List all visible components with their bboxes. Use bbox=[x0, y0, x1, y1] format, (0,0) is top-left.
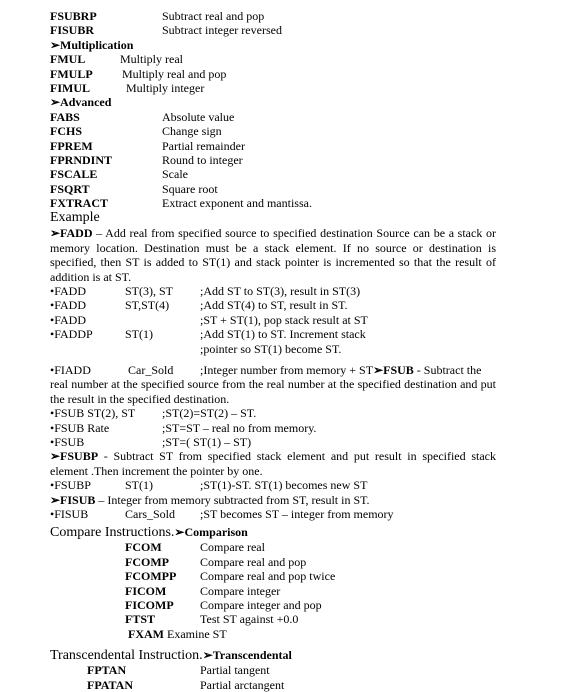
instr-mnemonic: FPATAN bbox=[87, 677, 133, 692]
instr-desc: Compare real and pop twice bbox=[200, 569, 336, 584]
code-op: •FSUB ST(2), ST bbox=[50, 406, 136, 421]
instr-desc: Examine ST bbox=[164, 626, 227, 641]
document-page bbox=[50, 9, 510, 692]
code-op: •FSUB Rate bbox=[50, 420, 110, 435]
instr-desc: Partial tangent bbox=[200, 663, 270, 678]
code-comment: ;ST=( ST(1) – ST) bbox=[162, 435, 252, 450]
instr-mnemonic: FSCALE bbox=[50, 167, 98, 182]
code-arg: ST(3), ST bbox=[125, 284, 173, 299]
instr-row bbox=[50, 627, 510, 641]
instr-mnemonic: FCOMP bbox=[125, 554, 169, 569]
code-row bbox=[50, 327, 510, 341]
instr-row bbox=[50, 598, 510, 612]
instr-desc: Change sign bbox=[162, 124, 222, 139]
code-op: •FADD bbox=[50, 298, 86, 313]
instr-mnemonic: FPREM bbox=[50, 138, 93, 153]
instr-row bbox=[50, 555, 510, 569]
instr-row bbox=[50, 196, 510, 210]
code-row bbox=[50, 421, 510, 435]
code-comment: ;Add ST to ST(3), result in ST(3) bbox=[200, 284, 361, 299]
instr-row bbox=[50, 67, 510, 81]
fsubp-paragraph bbox=[50, 449, 496, 478]
fadd-paragraph bbox=[50, 226, 496, 284]
instr-desc: Partial arctangent bbox=[200, 677, 285, 692]
instr-row bbox=[50, 167, 510, 181]
instr-desc: Square root bbox=[162, 181, 218, 196]
instr-row bbox=[50, 569, 510, 583]
code-row bbox=[50, 284, 510, 298]
instr-row bbox=[50, 23, 510, 37]
code-arg: Car_Sold bbox=[128, 363, 174, 378]
instr-desc: Round to integer bbox=[162, 152, 243, 167]
instr-row bbox=[50, 124, 510, 138]
trans-title-row bbox=[50, 647, 510, 663]
code-arg: Cars_Sold bbox=[125, 507, 176, 522]
code-comment: ;ST=ST – real no from memory. bbox=[162, 420, 317, 435]
fsub-lead: ➢FSUB bbox=[373, 363, 414, 378]
instr-row bbox=[50, 81, 510, 95]
fxam-line bbox=[128, 627, 227, 641]
fisub-paragraph bbox=[50, 493, 496, 507]
instr-desc: Extract exponent and mantissa. bbox=[162, 196, 312, 211]
compare-heading: ➢Comparison bbox=[174, 525, 248, 540]
code-arg: ST(1) bbox=[125, 327, 153, 342]
instr-mnemonic: FTST bbox=[125, 612, 156, 627]
trans-heading: ➢Transcendental bbox=[202, 648, 292, 663]
code-op: •FSUBP bbox=[50, 478, 91, 493]
instr-desc: Compare integer and pop bbox=[200, 597, 322, 612]
fsubp-lead: ➢FSUBP bbox=[50, 449, 99, 464]
code-comment: ;ST becomes ST – integer from memory bbox=[200, 507, 394, 522]
code-op: •FADD bbox=[50, 312, 86, 327]
example-title: Example bbox=[50, 210, 100, 226]
instr-row bbox=[50, 153, 510, 167]
code-op: •FADD bbox=[50, 284, 86, 299]
fadd-lead: ➢FADD bbox=[50, 226, 93, 241]
instr-mnemonic: FCHS bbox=[50, 124, 83, 139]
instr-row bbox=[50, 678, 510, 692]
code-op: •FADDP bbox=[50, 327, 93, 342]
code-op: •FISUB bbox=[50, 507, 89, 522]
instr-desc: Absolute value bbox=[162, 109, 235, 124]
fsubp-text: - Subtract ST from specified stack element and put result in specified stack element .Then increment the pointer by one. bbox=[50, 449, 496, 478]
code-row bbox=[50, 406, 510, 420]
code-row bbox=[50, 342, 510, 356]
code-row bbox=[50, 507, 510, 521]
instr-mnemonic: FPTAN bbox=[87, 663, 127, 678]
fsub-text-1: - Subtract the bbox=[413, 363, 482, 378]
fsub-paragraph: real number at the specified source from the real number at the specified destination and put the result in the specified destination. bbox=[50, 377, 496, 406]
instr-mnemonic: FSUBRP bbox=[50, 9, 97, 23]
code-comment: ;ST + ST(1), pop stack result at ST bbox=[200, 312, 368, 327]
instr-mnemonic: FMULP bbox=[50, 66, 93, 81]
fisub-lead: ➢FISUB bbox=[50, 492, 96, 507]
fiadd-row bbox=[50, 363, 510, 377]
compare-title: Compare Instructions. bbox=[50, 525, 175, 541]
instr-mnemonic: FCOM bbox=[125, 540, 162, 555]
instr-desc: Multiply real and pop bbox=[122, 66, 227, 81]
instr-row bbox=[50, 540, 510, 554]
instr-mnemonic: FISUBR bbox=[50, 23, 95, 38]
fiadd-tail bbox=[200, 363, 481, 377]
instr-desc: Compare real bbox=[200, 540, 265, 555]
instr-desc: Scale bbox=[162, 167, 188, 182]
code-comment: ;pointer so ST(1) become ST. bbox=[200, 341, 342, 356]
fadd-text: – Add real from specified source to specified destination Source can be a stack or memory location. Destination must be a stack element. If no source or destination is specified, then ST is added to ST(1) and stack pointer is incremented so that the result of addition is at ST. bbox=[50, 226, 496, 284]
trans-title: Transcendental Instruction. bbox=[50, 648, 203, 664]
code-comment: ;ST(2)=ST(2) – ST. bbox=[162, 406, 257, 421]
section-heading-multiplication: ➢Multiplication bbox=[50, 37, 134, 52]
code-row bbox=[50, 298, 510, 312]
code-op: •FIADD bbox=[50, 363, 91, 378]
instr-row bbox=[50, 182, 510, 196]
instr-desc: Compare real and pop bbox=[200, 554, 307, 569]
section-heading-advanced: ➢Advanced bbox=[50, 95, 112, 110]
code-op: •FSUB bbox=[50, 435, 85, 450]
code-comment: ;Add ST(4) to ST, result in ST. bbox=[200, 298, 348, 313]
instr-row bbox=[50, 663, 510, 677]
instr-mnemonic: FICOMP bbox=[125, 597, 174, 612]
code-comment: ;Add ST(1) to ST. Increment stack bbox=[200, 327, 366, 342]
instr-desc: Test ST against +0.0 bbox=[200, 612, 299, 627]
instr-row bbox=[50, 9, 510, 23]
instr-desc: Multiply real bbox=[120, 52, 183, 67]
code-comment: ;ST(1)-ST. ST(1) becomes new ST bbox=[200, 478, 368, 493]
instr-mnemonic: FMUL bbox=[50, 52, 86, 67]
instr-mnemonic: FSQRT bbox=[50, 181, 90, 196]
instr-mnemonic: FICOM bbox=[125, 583, 167, 598]
compare-title-row bbox=[50, 524, 510, 540]
code-comment: ;Integer number from memory + ST bbox=[200, 363, 374, 378]
instr-row bbox=[50, 110, 510, 124]
instr-mnemonic: FCOMPP bbox=[125, 569, 177, 584]
instr-mnemonic: FABS bbox=[50, 109, 80, 124]
instr-row bbox=[50, 139, 510, 153]
code-row bbox=[50, 313, 510, 327]
fisub-text: – Integer from memory subtracted from ST, result in ST. bbox=[95, 492, 370, 507]
instr-mnemonic: FPRNDINT bbox=[50, 152, 112, 167]
instr-desc: Subtract integer reversed bbox=[162, 23, 282, 38]
instr-desc: Multiply integer bbox=[126, 80, 205, 95]
instr-mnemonic: FXAM bbox=[128, 626, 164, 641]
instr-row bbox=[50, 612, 510, 626]
code-arg: ST,ST(4) bbox=[125, 298, 170, 313]
instr-mnemonic: FXTRACT bbox=[50, 196, 109, 211]
instr-desc: Partial remainder bbox=[162, 138, 245, 153]
instr-row bbox=[50, 584, 510, 598]
instr-row bbox=[50, 52, 510, 66]
code-arg: ST(1) bbox=[125, 478, 153, 493]
instr-desc: Subtract real and pop bbox=[162, 9, 265, 23]
instr-desc: Compare integer bbox=[200, 583, 281, 598]
instr-mnemonic: FIMUL bbox=[50, 80, 90, 95]
code-row bbox=[50, 478, 510, 492]
code-row bbox=[50, 435, 510, 449]
